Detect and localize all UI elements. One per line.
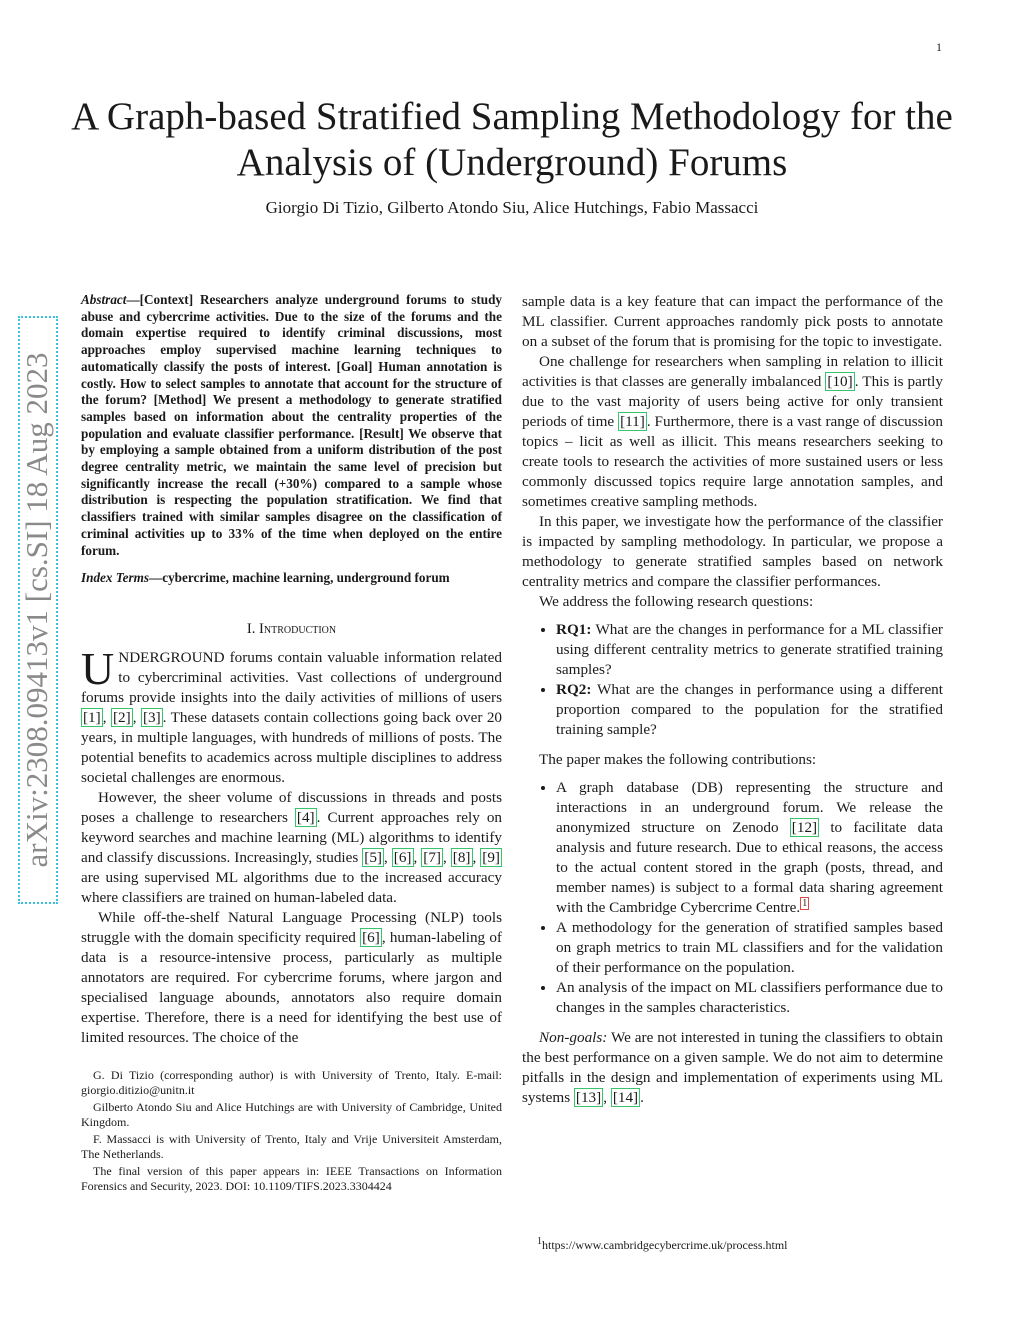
list-item: • A methodology for the generation of stratified samples based on graph metrics to train ML classifiers and for the validation of their performance on the population.	[556, 918, 943, 978]
text-run: What are the changes in performance for a ML classifier using different centrality metrics to generate stratified training samples?	[556, 621, 943, 678]
right-paragraph-3: In this paper, we investigate how the performance of the classifier is impacted by sampling methodology. In particular, we propose a methodology to generate stratified samples based on network centrality metrics and compare the classifier performances.	[522, 513, 943, 590]
text-run: What are the changes in performance using a different proportion compared to the population for the stratified training sample?	[556, 681, 943, 738]
left-column	[81, 292, 502, 1196]
index-terms-text: —cybercrime, machine learning, underground forum	[149, 570, 450, 586]
text-run: are using supervised ML algorithms due to the increased accuracy where classifiers are trained on human-labeled data.	[81, 868, 502, 906]
right-paragraph-4: We address the following research questions:	[539, 593, 814, 610]
url-footnote	[537, 1236, 788, 1253]
citation-link[interactable]: [14]	[612, 1089, 639, 1106]
right-paragraph-1: sample data is a key feature that can impact the performance of the ML classifier. Current approaches randomly pick posts to annotate on a subset of the forum that is promising for the topic to investigate.	[522, 293, 943, 350]
citation-link[interactable]: [5]	[364, 848, 382, 866]
text-run: While off-the-shelf Natural Language Processing (NLP) tools struggle with the domain specificity required	[81, 908, 502, 946]
footnote-mark: 1	[537, 1236, 542, 1247]
citation-link[interactable]: [7]	[423, 848, 441, 866]
footnote: The final version of this paper appears in: IEEE Transactions on Information Forensics and Security, 2023. DOI: 10.1109/TIFS.2023.3304424	[81, 1163, 502, 1193]
citation-link[interactable]: [1]	[83, 708, 101, 726]
research-questions-list	[522, 620, 943, 740]
author-list: Giorgio Di Tizio, Gilberto Atondo Siu, Alice Hutchings, Fabio Massacci	[265, 198, 759, 217]
citation-link[interactable]: [9]	[482, 848, 500, 866]
footnote: F. Massacci is with University of Trento, Italy and Vrije Universiteit Amsterdam, The Netherlands.	[81, 1131, 502, 1161]
author-footnotes	[81, 1068, 502, 1194]
text-run: to facilitate data analysis and future research. Due to ethical reasons, the access to the actual content stored in the graph (posts, thread, and member names) is subject to a formal data sharing agreement with the Cambridge Cybercrime Centre.	[556, 819, 943, 916]
citation-link[interactable]: [2]	[112, 708, 131, 726]
text-run: .	[640, 1089, 644, 1106]
text-run: A graph database (DB) representing the structure and interactions in an underground forum. We release the anonymized structure on Zenodo	[556, 779, 943, 836]
text-run: One challenge for researchers when sampling in relation to illicit activities is that classes are generally imbalanced	[522, 353, 943, 390]
section-title: Introduction	[259, 620, 337, 637]
section-number: I.	[246, 620, 256, 637]
index-terms-label: Index Terms	[81, 570, 150, 586]
text-run: . Current approaches rely on keyword searches and machine learning (ML) algorithms to identify and classify discussions. Increasingly, studies	[81, 808, 503, 866]
text-run: , human-labeling of data is a resource-intensive process, particularly as multiple annotators are required. For cybercrime forums, where jargon and specialised language abounds, annotators also require domain expertise. Therefore, there is a need for identifying the best use of limited resources. The choice of the	[81, 928, 502, 1046]
citation-link[interactable]: [3]	[142, 708, 161, 726]
intro-paragraph-2: However, the sheer volume of discussions in threads and posts poses a challenge to researchers [4] . Current approaches rely on keyword searches and machine learning (ML) algorithms to identify and classify discussions. Increasingly, studies [5] , [6] , [7] , [8] , [9] are using supervised ML algorithms due to the increased accuracy where classifiers are trained on human-labeled data.	[81, 788, 503, 906]
rq2-label: RQ2:	[556, 681, 592, 698]
text-run: . This is partly due to the vast majority of users being active for only transient periods of time	[522, 373, 943, 430]
citation-link[interactable]: [10]	[827, 373, 853, 390]
right-paragraph-5: The paper makes the following contributions:	[539, 751, 817, 768]
text-run: . Furthermore, there is a vast range of discussion topics – licit as well as illicit. This means researchers seeking to create tools to research the activities of more sustained users or less commonly discussed topics require large annotation samples, and sometimes creative sampling methods.	[522, 413, 943, 510]
text-run: . These datasets contain collections going back over 20 years, in multiple languages, with hundreds of millions of posts. The potential benefits to academics across multiple disciplines to address societal challenges are enormous.	[81, 708, 503, 786]
intro-paragraph-3	[81, 908, 502, 1048]
right-column	[522, 292, 943, 1108]
page-number: 1	[936, 40, 942, 54]
text-run: We are not interested in tuning the classifiers to obtain the best performance on a given sample. We do not aim to determine pitfalls in the design and implementation of experiments using ML systems	[522, 1029, 943, 1106]
abstract-text: —[Context] Researchers analyze underground forums to study abuse and cybercrime activities. Due to the size of the forums and the domain expertise required to identify criminal discussions, most approaches employ supervised machine learning techniques to automatically classify the posts of interest. [Goal] Human annotation is costly. How to select samples to annotate that account for the structure of the forum? [Method] We present a methodology to generate stratified samples based on information about the centrality properties of the population and evaluate classifier performance. [Result] We observe that by employing a sample obtained from a uniform distribution of the post degree centrality metric, we maintain the same level of precision but significantly increase the recall (+30%) compared to a sample whose distribution is respecting the population stratification. We find that classifiers trained with similar samples disagree on the classification of criminal activities up to 33% of the time when deployed on the entire forum.	[81, 292, 502, 558]
abstract-label: Abstract	[81, 292, 127, 307]
citation-link[interactable]: [8]	[452, 848, 471, 866]
drop-cap: U	[81, 642, 115, 694]
text-run: NDERGROUND forums contain valuable information related to cybercriminal activities. Vast collections of underground forums provide insights into the daily activities of millions of users	[81, 648, 502, 706]
list-item	[556, 680, 943, 740]
citation-link[interactable]: [11]	[620, 413, 645, 430]
citation-link[interactable]: [4]	[296, 808, 315, 826]
index-terms	[81, 570, 502, 587]
arxiv-identifier[interactable]: arXiv:2308.09413v1 [cs.SI] 18 Aug 2023	[18, 316, 58, 904]
right-paragraph-2	[522, 352, 943, 512]
rq1-label: RQ1:	[556, 621, 592, 638]
citation-link[interactable]: [12]	[791, 819, 818, 836]
footnote: Gilberto Atondo Siu and Alice Hutchings are with University of Cambridge, United Kingdom.	[81, 1099, 502, 1129]
paper-title: A Graph-based Stratified Sampling Methodology for the Analysis of (Underground) Forums	[71, 95, 953, 184]
citation-link[interactable]: [13]	[575, 1089, 602, 1106]
text-run: However, the sheer volume of discussions in threads and posts poses a challenge to researchers	[81, 788, 502, 826]
intro-paragraph-1: UNDERGROUND forums contain valuable information related to cybercriminal activities. Vast collections of underground forums provide insights into the daily activities of millions of users [1] , [2] , [3] . These datasets contain collections going back over 20 years, in multiple languages, with hundreds of millions of posts. The potential benefits to academics across multiple disciplines to address societal challenges are enormous.	[81, 642, 503, 786]
footnote-link[interactable]: 1	[802, 897, 808, 909]
citation-link[interactable]: [6]	[362, 928, 380, 946]
non-goals-label: Non-goals:	[539, 1029, 608, 1046]
contributions-list	[522, 778, 943, 1018]
footnote-url[interactable]: https://www.cambridgecybercrime.uk/process.html	[542, 1238, 788, 1252]
citation-link[interactable]: [6]	[393, 848, 412, 866]
abstract	[81, 292, 502, 559]
non-goals-paragraph: Non-goals: We are not interested in tuning the classifiers to obtain the best performance on a given sample. We do not aim to determine pitfalls in the design and implementation of experiments using ML systems [13] , [14] .	[522, 1029, 943, 1106]
list-item: • An analysis of the impact on ML classifiers performance due to changes in the samples characteristics.	[556, 978, 943, 1018]
section-heading	[81, 621, 502, 638]
list-item	[556, 620, 943, 680]
list-item	[556, 778, 943, 918]
footnote: G. Di Tizio (corresponding author) is with University of Trento, Italy. E-mail: giorgio.ditizio@unitn.it	[81, 1067, 502, 1097]
